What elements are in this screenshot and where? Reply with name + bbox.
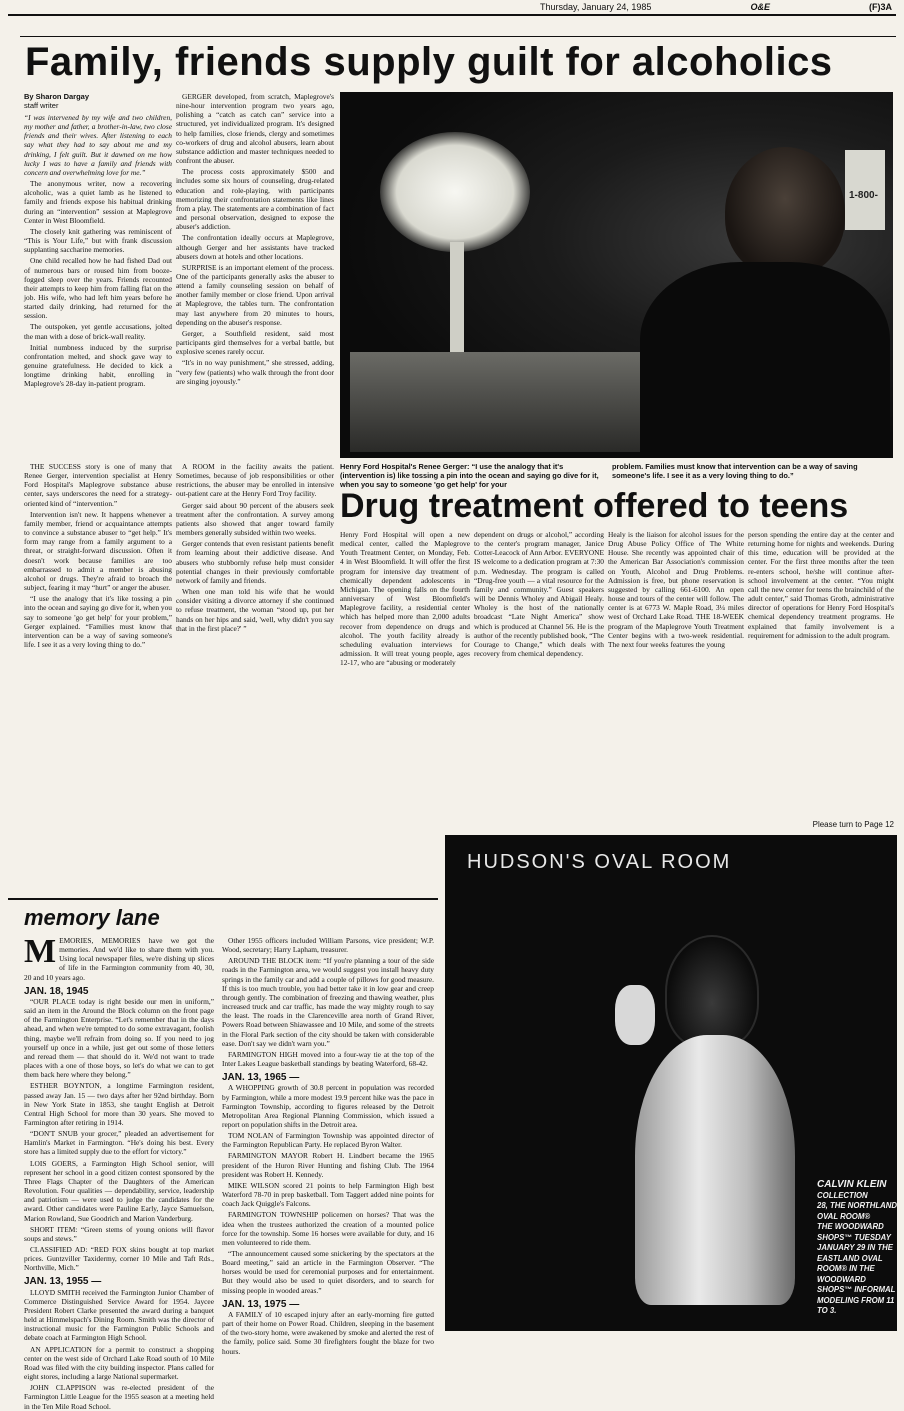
story1-headline: Family, friends supply guilt for alcoholics [25, 40, 833, 84]
ad-line: TO 3. [817, 1306, 837, 1315]
memory-col2 [222, 936, 434, 1356]
paragraph: Intervention isn't new. It happens whenever a family member, friend or acquaintance attempts to convince a substance abuser to “get help.” It's form may range from a family argument to a threat, or straight-forward discussion. Often it doesn't work because families are too embarrassed to admit a member is abusing alcohol or drugs. They're afraid to broach the subject, fearing it may “hurt” or anger the abuser. [24, 509, 172, 593]
ad-line: 28, THE NORTHLAND [817, 1201, 897, 1210]
paragraph: The process costs approximately $500 and includes some six hours of counseling, drug-related education and role-playing, with participants memorizing their confrontation statements like lines from a play. The statements are a combination of fact and personal observation, designed to expose the abuser's addiction. [176, 167, 334, 232]
lamp-icon [380, 132, 530, 252]
hat-icon [665, 935, 759, 1049]
byline-title: staff writer [24, 101, 59, 110]
paragraph: The outspoken, yet gentle accusations, jolted the man with a dose of brick-wall reality. [24, 322, 172, 341]
paragraph: LLOYD SMITH received the Farmington Junior Chamber of Commerce Distinguished Service Award for 1954. Jaycee President Robert Clarke presented the award during a banquet held at Himmelspach's Dining Room. Smith was the director of instructional music for the Farmington Public Schools and debate coach at Farmington High School. [24, 1287, 214, 1343]
paragraph: MIKE WILSON scored 21 points to help Farmington High best Waterford 78-70 in prep basketball. Tom Taggert added nine points for coach Jack Quiggle's Falcons. [222, 1180, 434, 1209]
paragraph: AN APPLICATION for a permit to construct a shopping center on the west side of Orchard Lake Road south of 10 Mile Road was filed with the city building inspector. Plans called for eight stores, including a large National supermarket. [24, 1344, 214, 1382]
ad-title: HUDSON'S OVAL ROOM [467, 851, 732, 873]
hudsons-ad [445, 835, 897, 1331]
model-figure [595, 895, 825, 1315]
desk-surface [350, 352, 680, 452]
ad-line: WOODWARD [817, 1274, 866, 1284]
photo-caption-right: problem. Families must know that intervention can be a way of saving someone's life. I see it as a very loving thing to do.” [612, 462, 858, 480]
raised-hand-icon [615, 985, 655, 1045]
memory-rule [8, 898, 438, 900]
ad-line: COLLECTION [817, 1190, 868, 1200]
ad-line: OVAL ROOM® [817, 1211, 871, 1221]
lamp-stand [450, 242, 464, 362]
story1-col2 [176, 92, 334, 452]
paragraph: “DON'T SNUB your grocer,” pleaded an advertisement for Hamlin's Market in Farmington. “He's doing his best. Every store has a limited supply due to the effort for victory.” [24, 1129, 214, 1157]
folio-date: Thursday, January 24, 1985 [540, 2, 652, 12]
top-rule [8, 14, 896, 16]
paragraph: “The announcement caused some snickering by the spectators at the Board meeting,” said an article in the Farmington Observer. “The horses would be used for ceremonial purposes and for entertainment. But they would also be used to quiet disorders, and to search for missing people in wooded areas.” [222, 1249, 434, 1295]
paragraph: Gerger contends that even resistant patients benefit from learning about their addictive disease. And abusers who stubbornly refuse help must consider potential changes in their previously comfortable network of family and friends. [176, 539, 334, 585]
person-head-icon [725, 147, 845, 277]
folio-line [540, 2, 892, 12]
ad-line: EASTLAND OVAL [817, 1253, 883, 1263]
photo-caption-left: Henry Ford Hospital's Renee Gerger: “I use the analogy that it's (intervention is) like tossing a pin into the ocean and saying go dive for it, when you say to someone 'go get help' for your [340, 462, 599, 489]
paragraph: The closely knit gathering was reminiscent of “This is Your Life,” but with frank discussion supplanting saccharine memories. [24, 226, 172, 255]
story1-col1 [24, 92, 172, 462]
folio-page: (F)3A [868, 2, 892, 12]
memory-lane-title: memory lane [24, 905, 160, 930]
paragraph: “It's in no way punishment,” she stressed, adding, “very few (patients) who walk through the front door are singing joyously.” [176, 358, 334, 386]
date-heading: JAN. 18, 1945 [24, 985, 89, 997]
paragraph: Healy is the liaison for alcohol issues for the Drug Abuse Policy Office of The White House. She recently was appointed chair of the American Bar Association's commission on Youth, Alcohol and Drug Problems. Admission is free, but phone reservation is suggested by calling 661-6100. An open house and tours of the center will follow. The center is at 6773 W. Maple Road, 3¼ miles west of Orchard Lake Road. THE 18-WEEK program of the Maplegrove Youth Treatment Center begins with a two-week residential. The next four weeks features the young [608, 530, 744, 649]
ad-line: ROOM® IN THE [817, 1264, 875, 1273]
pull-quote: “I was intervened by my wife and two children, my mother and father, a brother-in-law, two close friends and their wives. After listening to each say what they had to say about me and my drinking, I felt guilt. But it dawned on me how lucky I was to have a family and friends with concern and overwhelming love for me.” [24, 113, 172, 177]
paragraph: “I use the analogy that it's like tossing a pin into the ocean and saying go dive for it, when you say to someone 'go get help' for your problem,” Gerger explained. “Families must know that intervention can be a way of saving someone's life. I see it as a very loving thing to do.” [24, 594, 172, 649]
paragraph: AROUND THE BLOCK item: “If you're planning a tour of the side roads in the Farmington area, we would suggest you install heavy duty springs in the family car and add a couple of pillows for good measure. If this is too much trouble, you had better take it in low gear and creep through gently. The combination of freezing and thawing weather, plus increased truck and car traffic, has made the way mighty rough to say the least. The roads in the Clarenceville area north of Grand River, Powers Road between Shiawassee and 10 Mile, and some of the streets in the Floral Park section of the city should be taken with considerable ease. Don't say we didn't warn you.” [222, 956, 434, 1048]
ad-line: THE WOODWARD [817, 1222, 884, 1231]
paragraph: SHORT ITEM: “Green stems of young onions will flavor soups and stews.” [24, 1224, 214, 1243]
drop-cap: M [24, 933, 57, 970]
sign-text: 1-800- [849, 190, 878, 201]
folio-paper: O&E [750, 2, 770, 12]
paragraph: The anonymous writer, now a recovering alcoholic, was a quiet lamb as he listened to family and friends expose his habitual drinking during an “intervention” session at Maplegrove Center in West Bloomfield. [24, 179, 172, 225]
story2-col1 [340, 530, 470, 830]
ad-line: JANUARY 29 IN THE [817, 1243, 893, 1252]
story2-col2 [474, 530, 604, 830]
paragraph: FARMINGTON TOWNSHIP policemen on horses? That was the idea when the trustees authorized the creation of a mounted police force for the township. Some 16 horses were available for duty, and 16 men volunteered to ride them. [222, 1210, 434, 1247]
ad-line: SHOPS™ TUESDAY [817, 1232, 891, 1242]
memory-col1 [24, 933, 214, 1411]
paragraph: FARMINGTON HIGH moved into a four-way tie at the top of the Inter Lakes League basketball standings by beating Waterford, 68-42. [222, 1049, 434, 1069]
paragraph: LOIS GOERS, a Farmington High School senior, will represent her school in a good citizen contest sponsored by the Three Flags Chapter of the Daughters of the American Revolution. Four qualities — dependability, service, leadership and patriotism — were used to judge the candidates for the award. Other candidates were Pauline Early, Jayce Samuelson, Marion Rowland, Sue Goodrich and Marion Vanderburg. [24, 1158, 214, 1223]
story2-col3 [608, 530, 744, 830]
ad-line: MODELING FROM 11 [817, 1295, 895, 1305]
memory-intro: MEMORIES, MEMORIES have we got the memories. And we'd like to share them with you. Using local newspaper files, we're dishing up slices of life in the Farmington community from 40, 30, 20 and 10 years ago. [24, 933, 214, 982]
paragraph: FARMINGTON MAYOR Robert H. Lindbert became the 1965 president of the Huron River Hunting and fishing Club. The 1964 president was Robert H. Kennedy. [222, 1151, 434, 1179]
paragraph: SURPRISE is an important element of the process. One of the participants generally asks the abuser to attend a family counseling session on behalf of another family member or close friend. Upon arrival at Maplegrove, the tables turn. The confrontation may last anywhere from 20 minutes to hours, depending on the abuser's response. [176, 262, 334, 327]
white-suit-figure [635, 1035, 795, 1305]
paragraph: A ROOM in the facility awaits the patient. Sometimes, because of job responsibilities or other restrictions, the abuser may be enrolled in intensive out-patient care at the Henry Ford Troy facility. [176, 462, 334, 499]
paragraph: Other 1955 officers included William Parsons, vice president; W.P. Wood, secretary; Harry Lapham, treasurer. [222, 936, 434, 955]
paragraph: THE SUCCESS story is one of many that Renee Gerger, intervention specialist at Henry Ford Hospital's Maplegrove substance abuse center, says underscores the need for a strategy-oriented kind of “intervention.” [24, 462, 172, 508]
paragraph: Gerger, a Southfield resident, said most participants gird themselves for a verbal battle, but explosive scenes rarely occur. [176, 328, 334, 357]
story2-headline: Drug treatment offered to teens [340, 487, 849, 525]
paragraph: Henry Ford Hospital will open a new medical center, called the Maplegrove Youth Treatment Center, on Monday, Feb. 4 in West Bloomfield. It will offer the first program for intensive day treatment of chemically dependent adolescents in Michigan. The opening falls on the fourth anniversary of West Bloomfield's Maplegrove facility, a residential center which has helped more than 2,000 adults recover from dependence on drugs and alcohol. The youth facility already is scheduling evaluation interviews for admission. It will treat young people, ages 12-17, who are “abusing or moderately [340, 530, 470, 668]
paragraph: The confrontation ideally occurs at Maplegrove, although Gerger and her assistants have tracked abusers down at hotels and other locations. [176, 233, 334, 261]
date-heading: JAN. 13, 1955 — [24, 1276, 102, 1288]
jump-line: Please turn to Page 12 [812, 820, 894, 829]
date-heading: JAN. 13, 1975 — [222, 1298, 300, 1310]
ad-brand: CALVIN KLEIN [817, 1179, 887, 1190]
paragraph: dependent on drugs or alcohol,” according to the center's program manager, Janice Cotter-Leacock of Ann Arbor. EVERYONE IS welcome to a dedication program at 7:30 p.m. Wednesday. The program is called “Drug-free youth — a vital resource for the family and community.” Guest speakers will be Dennis Wholey and Abigail Healy. Wholey is the host of the nationally broadcast “Late Night America” show which is produced at Channel 56. He is the author of the recently published book, “The Courage to Change,” which deals with recovery from chemical dependency. [474, 530, 604, 659]
paragraph: Gerger said about 90 percent of the abusers seek treatment after the confrontation. A survey among patients also showed that anger toward family members generally subsided within two weeks. [176, 500, 334, 538]
paragraph: Initial numbness induced by the surprise confrontation melted, and shock gave way to genuine gratefulness. He decided to kick a longtime drinking habit, enrolling in Maplegrove's 28-day in-patient program. [24, 342, 172, 389]
renee-gerger-photo [340, 92, 893, 458]
paragraph: ESTHER BOYNTON, a longtime Farmington resident, passed away Jan. 15 — two days after her 92nd birthday. Born in New York State in 1853, she taught English at Detroit Central High School for more than 30 years. She moved to Farmington after retiring in 1914. [24, 1081, 214, 1127]
paragraph: CLASSIFIED AD: “RED FOX skins bought at top market prices. Guntzviller Taxidermy, corner 10 Mile and Taft Rds., Northville, Mich.” [24, 1245, 214, 1273]
story1-lower-col2 [176, 462, 334, 880]
story1-lower-col1 [24, 462, 172, 880]
paragraph: One child recalled how he had fished Dad out of numerous bars or roused him from booze-fogged sleep over the years. Friends recounted their attempts to keep him from falling flat on the job. His wife, who had left him years before he started daily drinking, had returned for the session. [24, 256, 172, 321]
wall-sign [845, 150, 885, 230]
paragraph: “OUR PLACE today is right beside our men in uniform,” said an item in the Around the Block column on the front page of the Farmington Enterprise. “Let's remember that in the days ahead, and when we're tempted to do some extravagant, foolish thing, maybe we'll refrain from doing so. If you need to jog yourself up once in a while, just get out some of those letters and reread them — that should do it. We'd not want to trade places with a one of those boys, so let's do what we can to get them back here where they belong.” [24, 996, 214, 1080]
person-body-icon [640, 262, 890, 458]
memory-lane-title-bar [24, 905, 462, 931]
ad-line: SHOPS™ INFORMAL [817, 1285, 896, 1294]
paragraph: JOHN CLAPPISON was re-elected president of the Farmington Little League for the 1955 season at a meeting held in the Ten Mile Road School. [24, 1383, 214, 1411]
ad-text-block [817, 1180, 897, 1317]
date-heading: JAN. 13, 1965 — [222, 1072, 300, 1084]
paragraph: GERGER developed, from scratch, Maplegrove's nine-hour intervention program two years ago, polishing a “catch as catch can” service into a structured, yet individualized program. It's designed to help families, close friends, clergy and sometimes co-workers of drug and alcohol abusers, learn about substance addiction and master techniques needed to confront the abuser. [176, 92, 334, 166]
paragraph: A FAMILY of 10 escaped injury after an early-morning fire gutted part of their home on Power Road. Children, sleeping in the basement of the two-story home, were awakened by smoke and alerted the rest of the family, police said. Some 30 firefighters fought the blaze for two hours. [222, 1309, 434, 1356]
paragraph: TOM NOLAN of Farmington Township was appointed director of the Farmington Republican Party. He replaced Byron Walter. [222, 1131, 434, 1150]
headline-rule [20, 36, 896, 37]
paragraph: A WHOPPING growth of 30.8 percent in population was recorded by Farmington, while a more modest 19.9 percent hike was the pace in Farmington Township, according to figures released by the Detroit Metropolitan Area Regional Planning Commission, which issued a report on population shifts in the Detroit area. [222, 1083, 434, 1129]
paragraph: When one man told his wife that he would consider visiting a divorce attorney if she continued to refuse treatment, the woman “stood up, put her hands on her hips and said, 'well, why didn't you say that in the first place?' ” [176, 587, 334, 633]
paragraph: person spending the entire day at the center and returning home for nights and weekends. During this time, education will be provided at the center. For the first three months after the teen re-enters school, he/she will continue after-school involvement at the center. “You might call the new center for teens the brainchild of the adult center,” said Thomas Groth, administrative director of operations for Henry Ford Hospital's chemical dependency treatment programs. He explained that family involvement is a requirement for admission to the adult program. [748, 530, 894, 640]
byline-name: By Sharon Dargay [24, 92, 90, 101]
story2-col4 [748, 530, 894, 820]
